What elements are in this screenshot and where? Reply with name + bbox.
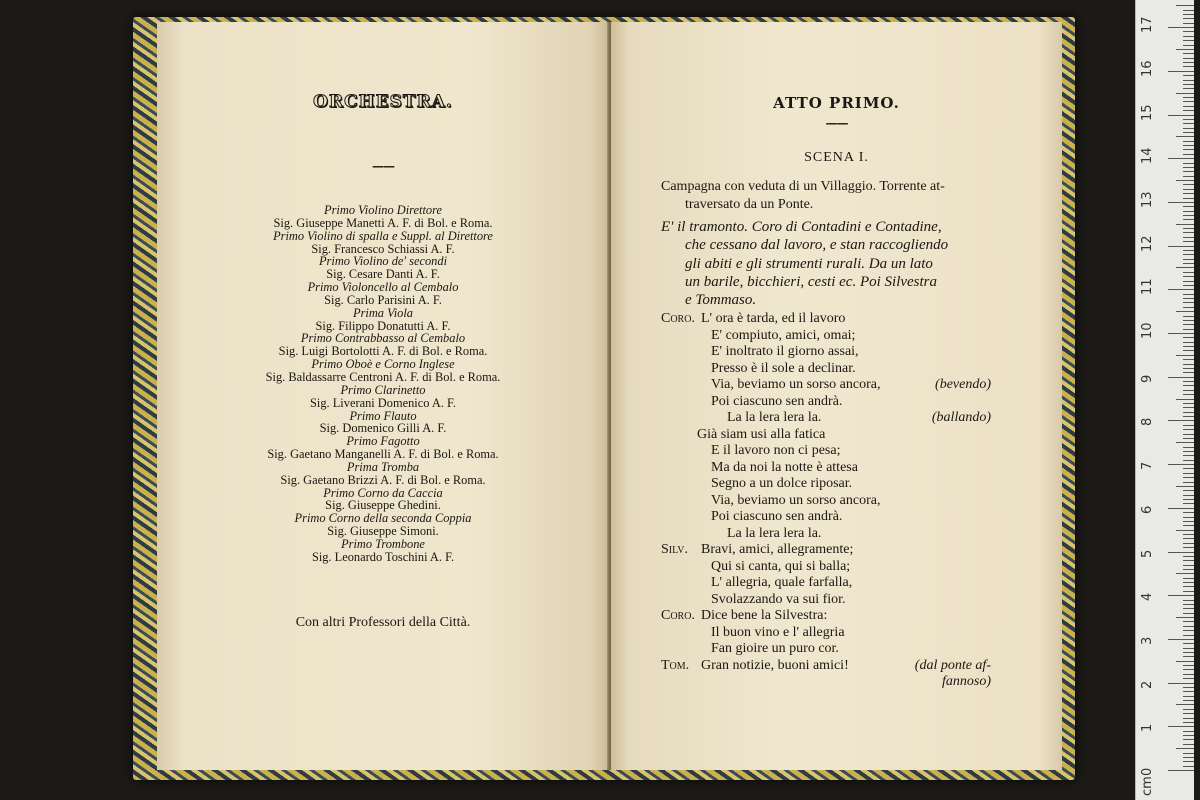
ruler-tick	[1183, 678, 1194, 679]
ruler-tick	[1183, 337, 1194, 338]
speaker-label: Tom.	[661, 657, 690, 673]
verse-line	[661, 394, 991, 411]
ruler-tick	[1183, 254, 1194, 255]
verse-line	[661, 377, 991, 394]
ruler-tick	[1183, 184, 1194, 185]
ruler-tick	[1183, 276, 1194, 277]
verse-line	[661, 658, 991, 675]
roster-name: Sig. Luigi Bortolotti A. F. di Bol. e Roma.	[278, 344, 488, 359]
ruler-tick	[1183, 722, 1194, 723]
closing-line: Con altri Professori della Città.	[295, 615, 471, 630]
verse-text: E il lavoro non ci pesa;	[711, 443, 841, 458]
ruler-tick	[1183, 228, 1194, 229]
verse-block	[661, 311, 991, 691]
verse-line	[661, 427, 991, 444]
verse-line	[661, 344, 991, 361]
ruler-unit: cm	[1140, 776, 1155, 796]
ruler-tick	[1183, 503, 1194, 504]
ruler-tick	[1183, 425, 1194, 426]
ruler-tick	[1183, 621, 1194, 622]
roster-role: Primo Violoncello al Cembalo	[307, 280, 459, 295]
ruler-tick	[1183, 761, 1194, 762]
ruler-tick	[1183, 385, 1194, 386]
ruler-tick	[1168, 115, 1194, 116]
ruler-label: 14	[1140, 147, 1155, 165]
ruler-tick	[1183, 58, 1194, 59]
ruler-tick	[1183, 84, 1194, 85]
roster-name: Sig. Domenico Gilli A. F.	[319, 421, 447, 436]
speaker-label: Coro.	[661, 608, 695, 623]
ruler-tick	[1176, 355, 1194, 356]
verse-text: Via, beviamo un sorso ancora,	[711, 492, 881, 508]
ruler-tick	[1183, 434, 1194, 435]
verse-text: Presso è il sole a declinar.	[711, 360, 856, 376]
ruler-tick	[1183, 320, 1194, 321]
verse-line	[661, 641, 991, 658]
ruler-tick	[1183, 45, 1194, 46]
ruler-tick	[1168, 158, 1194, 159]
ruler-tick	[1183, 75, 1194, 76]
ruler-tick	[1183, 739, 1194, 740]
verse-line	[661, 328, 991, 345]
verse-text: Segno a un dolce riposar.	[711, 476, 853, 491]
verse-line	[661, 592, 991, 609]
ruler-tick	[1183, 298, 1194, 299]
ruler-label: 7	[1140, 461, 1155, 471]
ruler-tick	[1183, 460, 1194, 461]
ruler-tick	[1176, 224, 1194, 225]
ruler-tick	[1183, 272, 1194, 273]
ruler-tick	[1183, 547, 1194, 548]
roster-role: Primo Corno della seconda Coppia	[294, 511, 472, 526]
setting-line: Campagna con veduta di un Villaggio. Torrente at-	[661, 179, 945, 194]
right-page	[611, 22, 1062, 770]
ruler-tick	[1183, 412, 1194, 413]
ruler-tick	[1183, 241, 1194, 242]
ruler-tick	[1183, 36, 1194, 37]
ruler-tick	[1183, 591, 1194, 592]
stage-aside: fannoso)	[942, 674, 991, 689]
measuring-ruler	[1135, 0, 1194, 800]
ruler-label: 16	[1140, 60, 1155, 77]
ruler-tick	[1183, 145, 1194, 146]
ruler-tick	[1183, 106, 1194, 107]
verse-text: Svolazzando va sui fior.	[711, 591, 846, 607]
roster-name: Sig. Giuseppe Manetti A. F. di Bol. e Roma.	[273, 215, 493, 230]
ruler-tick	[1183, 482, 1194, 483]
ruler-tick	[1183, 569, 1194, 570]
roster-name: Sig. Giuseppe Simoni.	[327, 524, 439, 539]
ruler-tick	[1183, 80, 1194, 81]
ruler-tick	[1183, 342, 1194, 343]
ruler-tick	[1183, 753, 1194, 754]
ruler-tick	[1183, 438, 1194, 439]
verse-line	[661, 361, 991, 378]
ruler-tick	[1183, 521, 1194, 522]
ruler-tick	[1183, 429, 1194, 430]
ruler-tick	[1183, 110, 1194, 111]
ruler-tick	[1183, 512, 1194, 513]
ruler-tick	[1176, 530, 1194, 531]
ruler-tick	[1183, 608, 1194, 609]
ruler-tick	[1183, 696, 1194, 697]
ruler-tick	[1168, 639, 1194, 640]
ruler-tick	[1183, 709, 1194, 710]
ruler-tick	[1183, 490, 1194, 491]
ruler-tick	[1176, 704, 1194, 705]
stage-line: che cessano dal lavoro, e stan raccogliendo	[685, 237, 949, 254]
ruler-tick	[1183, 635, 1194, 636]
verse-text: La la lera lera la.	[727, 410, 822, 425]
roster-role: Prima Viola	[353, 305, 413, 320]
ruler-tick	[1183, 66, 1194, 67]
ruler-tick	[1183, 206, 1194, 207]
ruler-tick	[1183, 62, 1194, 63]
ruler-tick	[1183, 744, 1194, 745]
ruler-tick	[1168, 289, 1194, 290]
ruler-tick	[1176, 399, 1194, 400]
ruler-tick	[1183, 543, 1194, 544]
ruler-tick	[1183, 189, 1194, 190]
ruler-tick	[1168, 377, 1194, 378]
ruler-tick	[1168, 71, 1194, 72]
ruler-label: 11	[1140, 278, 1155, 296]
ruler-tick	[1183, 656, 1194, 657]
ruler-tick	[1183, 119, 1194, 120]
ruler-tick	[1183, 718, 1194, 719]
ruler-tick	[1183, 211, 1194, 212]
ruler-label: 1	[1140, 724, 1155, 733]
roster-role: Primo Violino de' secondi	[318, 254, 448, 269]
ruler-tick	[1176, 748, 1194, 749]
ruler-tick	[1183, 600, 1194, 601]
ruler-tick	[1183, 731, 1194, 732]
roster-name: Sig. Cesare Danti A. F.	[326, 267, 440, 282]
ruler-label: 15	[1140, 103, 1155, 121]
ruler-tick	[1168, 246, 1194, 247]
ruler-tick	[1183, 259, 1194, 260]
verse-text: L' ora è tarda, ed il lavoro	[701, 311, 846, 326]
ruler-label: 9	[1140, 374, 1155, 383]
ruler-tick	[1183, 381, 1194, 382]
ruler-tick	[1183, 324, 1194, 325]
ruler-tick	[1183, 407, 1194, 408]
ruler-tick	[1183, 128, 1194, 129]
roster-role: Primo Contrabbasso al Cembalo	[300, 331, 466, 346]
roster-name: Sig. Carlo Parisini A. F.	[324, 292, 442, 307]
verse-text: Bravi, amici, allegramente;	[701, 542, 854, 557]
roster-name: Sig. Filippo Donatutti A. F.	[315, 318, 451, 333]
verse-text: Dice bene la Silvestra:	[701, 608, 828, 623]
verse-text: Qui si canta, qui si balla;	[711, 558, 851, 574]
ruler-tick	[1183, 97, 1194, 98]
roster-role: Primo Clarinetto	[340, 382, 426, 397]
ruler-tick	[1183, 403, 1194, 404]
ruler-tick	[1168, 726, 1194, 727]
ruler-tick	[1176, 267, 1194, 268]
ruler-tick	[1183, 455, 1194, 456]
ruler-tick	[1183, 451, 1194, 452]
ruler-tick	[1183, 141, 1194, 142]
verse-text: Gran notizie, buoni amici!	[701, 657, 849, 673]
ruler-tick	[1176, 180, 1194, 181]
roster-role: Primo Flauto	[349, 408, 417, 423]
ruler-tick	[1176, 93, 1194, 94]
ruler-tick	[1183, 359, 1194, 360]
verse-text: Ma da noi la notte è attesa	[711, 459, 858, 475]
ruler-tick	[1183, 578, 1194, 579]
scene-setting	[661, 178, 1006, 213]
ruler-label: 13	[1140, 191, 1155, 208]
ruler-tick	[1183, 447, 1194, 448]
ruler-tick	[1183, 372, 1194, 373]
ruler-label: 5	[1140, 549, 1155, 558]
verse-line	[661, 311, 991, 328]
verse-text: E' compiuto, amici, omai;	[711, 327, 856, 343]
verse-text: La la lera lera la.	[727, 525, 822, 541]
ruler-tick	[1183, 198, 1194, 199]
ruler-tick	[1183, 132, 1194, 133]
ruler-tick	[1183, 630, 1194, 631]
ruler-tick	[1183, 525, 1194, 526]
verse-line	[661, 443, 991, 460]
verse-text: Poi ciascuno sen andrà.	[711, 393, 843, 409]
ruler-tick	[1183, 713, 1194, 714]
ruler-tick	[1183, 604, 1194, 605]
ruler-tick	[1183, 88, 1194, 89]
verse-line	[661, 410, 991, 427]
roster-role: Primo Violino di spalla e Suppl. al Direttore	[273, 228, 493, 243]
ruler-tick	[1176, 617, 1194, 618]
ruler-tick	[1168, 552, 1194, 553]
left-page	[157, 22, 609, 770]
ruler-tick	[1183, 416, 1194, 417]
ruler-label: 4	[1140, 592, 1155, 602]
stage-line: e Tommaso.	[685, 292, 757, 309]
ruler-tick	[1183, 691, 1194, 692]
verse-line	[661, 674, 991, 691]
ruler-tick	[1183, 149, 1194, 150]
ruler-tick	[1183, 263, 1194, 264]
ruler-tick	[1168, 595, 1194, 596]
ruler-tick	[1168, 508, 1194, 509]
verse-line	[661, 608, 991, 625]
roster-role: Primo Oboè e Corno Inglese	[311, 357, 455, 372]
ruler-label: 10	[1140, 322, 1155, 339]
ruler-tick	[1168, 333, 1194, 334]
ruler-tick	[1183, 586, 1194, 587]
ruler-label: 0	[1140, 767, 1155, 776]
ruler-tick	[1183, 674, 1194, 675]
verse-line	[661, 526, 991, 543]
ruler-tick	[1168, 202, 1194, 203]
ruler-tick	[1183, 626, 1194, 627]
ruler-tick	[1183, 154, 1194, 155]
ruler-tick	[1176, 486, 1194, 487]
roster-name: Sig. Leonardo Toschini A. F.	[311, 549, 455, 564]
ruler-tick	[1183, 517, 1194, 518]
ruler-label: 12	[1140, 235, 1155, 252]
ruler-tick	[1183, 101, 1194, 102]
ruler-tick	[1183, 232, 1194, 233]
ruler-tick	[1176, 49, 1194, 50]
scene-title: SCENA I.	[804, 150, 869, 165]
ruler-tick	[1168, 464, 1194, 465]
roster-role: Primo Fagotto	[346, 434, 420, 449]
roster-name: Sig. Francesco Schiassi A. F.	[311, 241, 455, 256]
ruler-tick	[1183, 302, 1194, 303]
roster-name: Sig. Baldassarre Centroni A. F. di Bol. e Roma.	[265, 369, 501, 384]
act-title: ATTO PRIMO.	[773, 94, 900, 112]
ruler-tick	[1183, 163, 1194, 164]
verse-line	[661, 625, 991, 642]
ruler-tick	[1183, 294, 1194, 295]
roster-role: Primo Violino Direttore	[324, 203, 442, 217]
stage-line: E' il tramonto. Coro di Contadini e Contadine,	[661, 219, 942, 235]
ruler-tick	[1183, 350, 1194, 351]
ruler-tick	[1183, 123, 1194, 124]
ruler-label: 8	[1140, 418, 1155, 427]
ruler-tick	[1183, 582, 1194, 583]
stage-direction	[661, 218, 1006, 309]
ruler-tick	[1183, 237, 1194, 238]
stage-line: un barile, bicchieri, cesti ec. Poi Silvestra	[685, 273, 938, 290]
verse-text: Poi ciascuno sen andrà.	[711, 509, 843, 524]
ruler-tick	[1183, 565, 1194, 566]
ruler-tick	[1183, 219, 1194, 220]
ruler-tick	[1183, 346, 1194, 347]
ruler-tick	[1183, 250, 1194, 251]
orchestra-roster	[157, 204, 609, 564]
ruler-tick	[1183, 687, 1194, 688]
ruler-tick	[1176, 136, 1194, 137]
ruler-tick	[1183, 281, 1194, 282]
ruler-tick	[1176, 442, 1194, 443]
ruler-tick	[1183, 364, 1194, 365]
ruler-tick	[1183, 648, 1194, 649]
verse-text: Via, beviamo un sorso ancora,	[711, 377, 881, 392]
ruler-tick	[1183, 613, 1194, 614]
ruler-tick	[1183, 477, 1194, 478]
ruler-tick	[1168, 420, 1194, 421]
ruler-tick	[1183, 23, 1194, 24]
ruler-tick	[1183, 766, 1194, 767]
roster-name: Sig. Liverani Domenico A. F.	[310, 395, 456, 410]
stage-aside: (ballando)	[931, 410, 991, 425]
ruler-tick	[1176, 573, 1194, 574]
ruler-tick	[1183, 316, 1194, 317]
ruler-tick	[1183, 390, 1194, 391]
roster-name: Sig. Gaetano Manganelli A. F. di Bol. e Roma.	[267, 447, 499, 462]
orchestra-heading: ORCHESTRA.	[313, 92, 453, 112]
speaker-label: Silv.	[661, 542, 689, 557]
ruler-tick	[1176, 5, 1194, 6]
roster-role: Prima Tromba	[346, 459, 420, 474]
ruler-tick	[1183, 652, 1194, 653]
ruler-tick	[1183, 665, 1194, 666]
ruler-tick	[1176, 311, 1194, 312]
ruler-tick	[1183, 534, 1194, 535]
ruler-tick	[1183, 18, 1194, 19]
ruler-label: 6	[1140, 505, 1155, 514]
verse-line	[661, 542, 991, 559]
ruler-tick	[1183, 193, 1194, 194]
roster-role: Primo Corno da Caccia	[323, 485, 443, 500]
ruler-tick	[1183, 40, 1194, 41]
verse-line	[661, 493, 991, 510]
ruler-tick	[1183, 495, 1194, 496]
verse-line	[661, 509, 991, 526]
setting-line: traversato da un Ponte.	[685, 196, 814, 212]
ruler-tick	[1183, 560, 1194, 561]
ruler-tick	[1183, 10, 1194, 11]
ruler-tick	[1168, 683, 1194, 684]
verse-line	[661, 460, 991, 477]
ruler-tick	[1183, 14, 1194, 15]
ruler-tick	[1183, 556, 1194, 557]
verse-line	[661, 575, 991, 592]
ruler-label: 17	[1140, 16, 1155, 34]
ruler-tick	[1183, 735, 1194, 736]
ruler-tick	[1183, 643, 1194, 644]
roster-name: Sig. Giuseppe Ghedini.	[325, 498, 441, 513]
left-divider: ——	[372, 159, 394, 173]
ruler-tick	[1183, 700, 1194, 701]
ruler-tick	[1183, 285, 1194, 286]
ruler-tick	[1183, 329, 1194, 330]
ruler-tick	[1168, 770, 1194, 771]
ruler-tick	[1183, 669, 1194, 670]
stage-aside: (bevendo)	[935, 377, 991, 392]
ruler-label: 2	[1140, 680, 1155, 689]
ruler-tick	[1183, 757, 1194, 758]
ruler-tick	[1183, 171, 1194, 172]
ruler-tick	[1183, 499, 1194, 500]
ruler-tick	[1183, 473, 1194, 474]
ruler-tick	[1183, 307, 1194, 308]
stage-line: gli abiti e gli strumenti rurali. Da un lato	[685, 255, 933, 272]
ruler-tick	[1176, 661, 1194, 662]
verse-text: Già siam usi alla fatica	[697, 426, 826, 442]
roster-role: Primo Trombone	[341, 536, 425, 551]
speaker-label: Coro.	[661, 311, 695, 326]
ruler-tick	[1183, 538, 1194, 539]
roster-name: Sig. Gaetano Brizzi A. F. di Bol. e Roma.	[280, 472, 486, 487]
ruler-tick	[1183, 215, 1194, 216]
ruler-tick	[1183, 31, 1194, 32]
verse-line	[661, 476, 991, 493]
ruler-label: 3	[1140, 636, 1155, 645]
verse-text: E' inoltrato il giorno assai,	[711, 344, 859, 359]
ruler-tick	[1183, 167, 1194, 168]
stage-aside: (dal ponte af-	[914, 657, 991, 673]
ruler-tick	[1183, 394, 1194, 395]
verse-line	[661, 559, 991, 576]
ruler-tick	[1183, 176, 1194, 177]
verse-text: L' allegria, quale farfalla,	[711, 575, 853, 590]
right-divider: ——	[825, 116, 848, 130]
ruler-tick	[1183, 468, 1194, 469]
ruler-tick	[1168, 27, 1194, 28]
ruler-tick	[1183, 368, 1194, 369]
verse-text: Il buon vino e l' allegria	[711, 624, 845, 640]
verse-text: Fan gioire un puro cor.	[711, 641, 839, 656]
ruler-tick	[1183, 53, 1194, 54]
